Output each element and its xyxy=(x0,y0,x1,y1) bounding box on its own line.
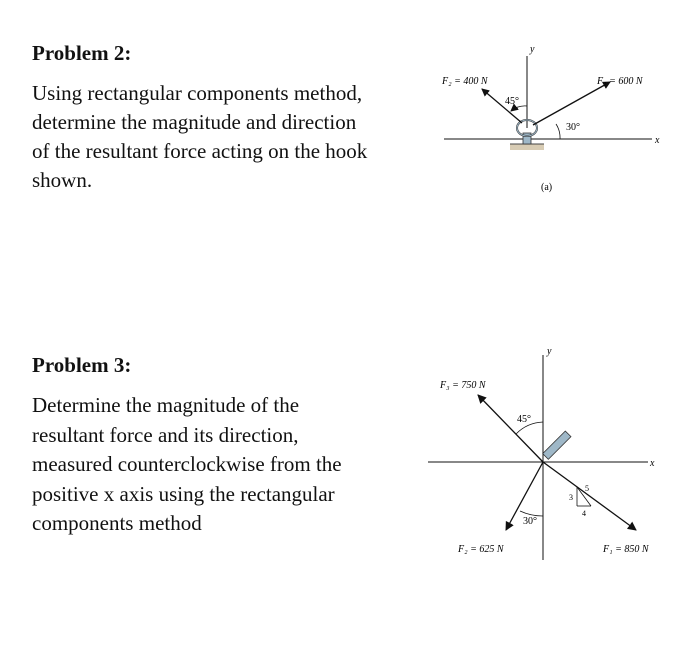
force-f3-label: F₃ = 750 N xyxy=(440,380,486,391)
hook-force-diagram xyxy=(430,40,680,220)
slope-rise-label: 3 xyxy=(569,493,573,502)
x-axis-label: x xyxy=(650,458,655,469)
figure-caption: (a) xyxy=(541,182,553,193)
slope-hyp-label: 5 xyxy=(585,484,589,493)
slope-run-label: 4 xyxy=(582,509,586,518)
problem-3-statement xyxy=(32,391,432,539)
force-f2-label: F₂ = 400 N xyxy=(442,76,488,87)
angle-arc-30 xyxy=(556,124,560,139)
problem-2 xyxy=(32,40,432,195)
problem-3-title: Problem 3: xyxy=(32,353,132,377)
problem-3-line: resultant force and its direction, xyxy=(32,422,299,447)
problem-3-line: Determine the magnitude of the xyxy=(32,393,300,417)
force-f3-arrow xyxy=(478,395,543,462)
angle-45-label: 45° xyxy=(517,414,531,425)
x-axis-label: x xyxy=(655,135,660,146)
ground-support xyxy=(510,144,544,150)
y-axis-label: y xyxy=(547,346,552,357)
force-f1-arrow xyxy=(543,462,636,530)
problem-3-line: measured counterclockwise from the xyxy=(32,452,342,476)
y-axis-label: y xyxy=(530,44,535,55)
support-post xyxy=(543,431,571,459)
angle-30-label: 30° xyxy=(566,122,580,133)
problem-2-line: of the resultant force acting on the hook xyxy=(32,139,368,163)
problem-3-figure xyxy=(420,340,680,570)
problem-2-line: shown. xyxy=(32,168,93,192)
problem-2-statement xyxy=(32,79,432,195)
angle-45-label: 45° xyxy=(505,96,519,107)
angle-30-label: 30° xyxy=(523,516,537,527)
problem-2-title: Problem 2: xyxy=(32,41,132,65)
problem-3-line: positive x axis using the rectangular xyxy=(32,481,335,506)
problem-2-line: determine the magnitude and direction xyxy=(32,110,357,134)
force-f1-label: F₁ = 600 N xyxy=(597,76,643,87)
problem-2-line: Using rectangular components method, xyxy=(32,81,363,105)
problem-2-figure xyxy=(430,40,680,220)
force-f2-label: F₂ = 625 N xyxy=(458,544,504,555)
force-f1-arrow xyxy=(533,82,610,125)
problem-3-line: components method xyxy=(32,511,202,535)
concurrent-force-diagram xyxy=(420,340,680,570)
force-f1-label: F₁ = 850 N xyxy=(603,544,649,555)
problem-3 xyxy=(32,352,432,539)
